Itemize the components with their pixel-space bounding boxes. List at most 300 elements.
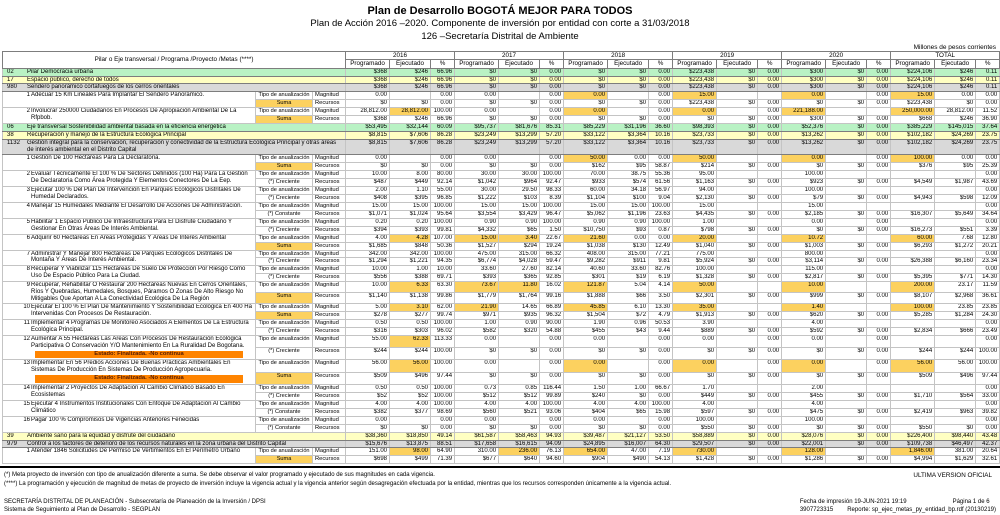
recursos-cell: $963 [935, 408, 976, 416]
magnitud-cell [826, 108, 867, 116]
tipo-anualizacion-label: Tipo de anualización [256, 282, 313, 293]
summary-cell: 0.11 [976, 84, 1000, 92]
summary-cell: 42.37 [976, 440, 1000, 448]
recursos-cell: $5,395 [891, 274, 935, 282]
magnitud-cell [826, 92, 867, 100]
recursos-cell: 6.19 [649, 274, 673, 282]
summary-cell: $300 [782, 84, 826, 92]
recursos-cell: 12.49 [649, 242, 673, 250]
meta-row [3, 155, 1000, 163]
recursos-cell: 69.71 [431, 274, 455, 282]
tipo-anualizacion-label: Tipo de anualización [256, 92, 313, 100]
recursos-cell: 0.00 [867, 328, 891, 336]
summary-cell: $300 [782, 68, 826, 76]
entity-title: 126 –Secretaría Distrital de Ambiente [421, 30, 579, 42]
meta-number: 12 [23, 335, 30, 342]
magnitud-cell: 0.00 [564, 416, 608, 424]
recursos-cell: $214 [673, 163, 717, 171]
recursos-cell: $1,428 [673, 456, 717, 464]
summary-cell: 88.51 [431, 440, 455, 448]
programa-code: 38 [7, 132, 14, 139]
meta-row [3, 170, 1000, 178]
recursos-cell: 0.00 [758, 392, 782, 400]
magnitud-cell: 0.00 [976, 170, 1000, 178]
magnitud-cell: 4.00 [673, 400, 717, 408]
magnitud-cell: 100.00 [431, 360, 455, 372]
recursos-cell: $455 [782, 392, 826, 400]
recursos-cell: 23.63 [649, 210, 673, 218]
column-header-programado: Programado [564, 60, 608, 68]
recursos-cell: 24.30 [976, 312, 1000, 320]
magnitud-cell: 4.14 [649, 282, 673, 293]
column-header-year-2017: 2017 [455, 51, 564, 59]
recursos-cell: 43.69 [976, 178, 1000, 186]
magnitud-cell [758, 155, 782, 163]
recursos-cell: $388 [390, 274, 431, 282]
recursos-cell: 0.00 [976, 424, 1000, 432]
recursos-label: Recursos [313, 424, 346, 432]
summary-cell: $223,438 [673, 68, 717, 76]
recursos-cell: 98.69 [431, 408, 455, 416]
magnitud-cell: 0.00 [976, 92, 1000, 100]
column-header-programado: Programado [782, 60, 826, 68]
summary-cell: $17,658 [455, 440, 499, 448]
column-header-programado: Programado [673, 60, 717, 68]
magnitud-cell [867, 304, 891, 312]
recursos-cell: 14.30 [976, 274, 1000, 282]
summary-cell: $98,393 [673, 124, 717, 132]
recursos-cell: $0 [717, 312, 758, 320]
summary-cell: $368 [346, 68, 390, 76]
recursos-cell: $0 [608, 372, 649, 384]
magnitud-label: Magnitud [313, 282, 346, 293]
meta-number: 7 [26, 250, 30, 257]
summary-cell: $102,182 [891, 132, 935, 140]
magnitud-cell: 100.00 [976, 360, 1000, 372]
magnitud-cell: 0.00 [608, 234, 649, 242]
recursos-cell: 0.00 [758, 424, 782, 432]
summary-cell: 0.00 [867, 84, 891, 92]
recursos-cell: 54.13 [649, 456, 673, 464]
magnitud-cell: 82.76 [649, 266, 673, 274]
recursos-cell: $1,779 [455, 293, 499, 304]
magnitud-cell: 0.00 [346, 416, 390, 424]
magnitud-cell [935, 170, 976, 178]
programa-row [3, 76, 1000, 84]
recursos-cell: $0 [717, 116, 758, 124]
tipo-anualizacion-value: Suma [256, 372, 313, 384]
meta-row [3, 304, 1000, 312]
summary-cell: $224,106 [891, 76, 935, 84]
recursos-cell: $490 [608, 456, 649, 464]
magnitud-cell: 0.00 [758, 108, 782, 116]
magnitud-cell [935, 186, 976, 194]
summary-cell: $0 [608, 68, 649, 76]
magnitud-cell [826, 202, 867, 210]
magnitud-cell: 151.00 [346, 448, 390, 456]
magnitud-cell [867, 320, 891, 328]
recursos-cell: 0.00 [758, 163, 782, 171]
magnitud-cell: 4.00 [499, 400, 540, 408]
summary-cell: $224,106 [891, 84, 935, 92]
magnitud-cell: 0.00 [649, 335, 673, 347]
magnitud-label: Magnitud [313, 384, 346, 392]
tipo-anualizacion-label: Tipo de anualización [256, 218, 313, 226]
recursos-cell: 0.00 [649, 424, 673, 432]
recursos-cell: $0 [717, 226, 758, 234]
magnitud-label: Magnitud [313, 250, 346, 258]
magnitud-cell: 475.00 [455, 250, 499, 258]
recursos-cell: $496 [390, 372, 431, 384]
recursos-label: Recursos [313, 194, 346, 202]
magnitud-cell: 0.00 [431, 92, 455, 100]
recursos-cell: 0.87 [649, 226, 673, 234]
magnitud-cell: 0.00 [976, 335, 1000, 347]
tipo-anualizacion-label: Tipo de anualización [256, 304, 313, 312]
recursos-cell: $3,554 [455, 210, 499, 218]
recursos-cell: 92.47 [540, 178, 564, 186]
recursos-cell: 0.00 [758, 258, 782, 266]
recursos-cell: $5,285 [891, 312, 935, 320]
magnitud-cell: 0.00 [935, 155, 976, 163]
magnitud-cell: 342.00 [390, 250, 431, 258]
magnitud-cell: 0.00 [935, 92, 976, 100]
recursos-cell: 20.21 [976, 242, 1000, 250]
magnitud-cell: 23.85 [976, 304, 1000, 312]
recursos-label: Recursos [313, 210, 346, 218]
magnitud-cell: 0.00 [431, 155, 455, 163]
recursos-cell: 25.39 [976, 163, 1000, 171]
recursos-cell: 92.14 [431, 178, 455, 186]
summary-cell: $28,076 [782, 432, 826, 440]
recursos-cell: 97.44 [431, 372, 455, 384]
magnitud-cell: 1.40 [782, 304, 826, 312]
recursos-cell: $0 [782, 100, 826, 108]
magnitud-cell: 775.00 [673, 250, 717, 258]
magnitud-cell [935, 400, 976, 408]
magnitud-cell: 116.44 [540, 384, 564, 392]
summary-cell: $368 [346, 84, 390, 92]
magnitud-cell: 50.00 [673, 155, 717, 163]
recursos-cell: 93.06 [540, 408, 564, 416]
recursos-cell: $0 [717, 293, 758, 304]
magnitud-cell [935, 266, 976, 274]
magnitud-cell: 236.00 [499, 448, 540, 456]
summary-cell: $33,122 [564, 140, 608, 155]
magnitud-cell: 0.00 [346, 155, 390, 163]
meta-row [3, 282, 1000, 293]
recursos-cell: $162 [564, 163, 608, 171]
magnitud-cell: 0.00 [431, 416, 455, 424]
recursos-cell: $1,328 [673, 274, 717, 282]
meta-description: 5Habilitar 1 Espacio Público De Infraestructura Para El Disfrute Ciudadano Y Gestionar En Otras Áreas De Interés Ambiental. [3, 218, 256, 234]
magnitud-cell: 63.30 [431, 282, 455, 293]
magnitud-cell: 100.00 [782, 416, 826, 424]
magnitud-cell [867, 186, 891, 194]
magnitud-cell: 0.00 [673, 335, 717, 347]
recursos-cell: 8.39 [540, 194, 564, 202]
recursos-cell: $551 [935, 226, 976, 234]
magnitud-cell [717, 448, 758, 456]
magnitud-cell: 29.50 [499, 186, 540, 194]
recursos-cell: $592 [782, 328, 826, 336]
recursos-cell: $933 [564, 178, 608, 186]
summary-cell: $98,440 [935, 432, 976, 440]
magnitud-cell: 38.75 [608, 170, 649, 178]
summary-cell: $22,001 [782, 440, 826, 448]
recursos-cell: $0 [608, 116, 649, 124]
magnitud-cell: 80.00 [431, 170, 455, 178]
column-header-description: Pilar o Eje transversal / Programa /Proyecto /Metas (****) [3, 51, 346, 68]
plan-table [2, 51, 1000, 464]
magnitud-cell: 0.00 [649, 155, 673, 163]
summary-cell: 23.75 [976, 140, 1000, 155]
recursos-cell: $223,438 [673, 100, 717, 108]
recursos-cell: $0 [673, 348, 717, 360]
recursos-cell: 0.00 [867, 392, 891, 400]
summary-cell: $0 [564, 68, 608, 76]
magnitud-cell: 100.00 [431, 202, 455, 210]
magnitud-cell [826, 218, 867, 226]
recursos-cell: $1,710 [891, 392, 935, 400]
recursos-cell: 15.98 [649, 408, 673, 416]
magnitud-cell: 0.00 [455, 92, 499, 100]
summary-cell: 0.00 [867, 440, 891, 448]
recursos-cell: $93 [608, 226, 649, 234]
summary-cell: $223,438 [673, 84, 717, 92]
summary-cell: $23,733 [673, 140, 717, 155]
magnitud-cell: 98.33 [540, 186, 564, 194]
magnitud-cell: 50.53 [649, 320, 673, 328]
magnitud-cell [826, 400, 867, 408]
summary-cell: $0 [564, 84, 608, 92]
report-header [0, 0, 1000, 43]
programa-description: 38 Recuperación y manejo de la Estructura Ecológica Principal [3, 132, 346, 140]
magnitud-label: Magnitud [313, 234, 346, 242]
magnitud-cell: 28,812.00 [390, 108, 431, 116]
magnitud-cell [826, 170, 867, 178]
recursos-cell: $100 [608, 194, 649, 202]
tipo-anualizacion-value: Suma [256, 312, 313, 320]
magnitud-cell [717, 186, 758, 194]
magnitud-cell [891, 416, 935, 424]
magnitud-cell: 100.00 [540, 202, 564, 210]
recursos-cell: 99.16 [540, 293, 564, 304]
recursos-cell: $5,062 [564, 210, 608, 218]
recursos-cell: $2,185 [782, 210, 826, 218]
summary-cell: $246 [935, 84, 976, 92]
recursos-cell: $0 [826, 194, 867, 202]
meta-description: 4Manejar 15 Humedales Mediante El Desarrollo De Acciones De Administración. [3, 202, 256, 218]
recursos-cell: 34.64 [976, 210, 1000, 218]
magnitud-cell [826, 384, 867, 392]
summary-cell: $246 [390, 76, 431, 84]
meta-number: 14 [23, 384, 30, 391]
summary-cell: $102,182 [891, 140, 935, 155]
magnitud-cell [758, 320, 782, 328]
summary-cell: 23.75 [976, 132, 1000, 140]
magnitud-cell: 1.10 [390, 186, 431, 194]
recursos-cell: $475 [782, 408, 826, 416]
recursos-cell: $0 [608, 392, 649, 400]
magnitud-cell: 28,812.00 [935, 108, 976, 116]
recursos-cell: $487 [346, 178, 390, 186]
summary-cell: 0.00 [867, 140, 891, 155]
magnitud-cell: 221,188.00 [782, 108, 826, 116]
proyecto-code: 980 [7, 84, 18, 91]
proyecto-description: 980 Sendero panorámico cortafuegos de los cerros orientales [3, 84, 346, 92]
recursos-cell: 58.87 [649, 163, 673, 171]
programa-row [3, 132, 1000, 140]
meta-description: 3Ejecutar 100 % Del Plan De Intervención En Parques Ecológicos Distritales De Humedal Declarados. [3, 186, 256, 202]
summary-cell: $3,364 [608, 132, 649, 140]
recursos-cell: $0 [935, 100, 976, 108]
summary-cell: 85.31 [540, 124, 564, 132]
magnitud-cell: 62.33 [390, 335, 431, 347]
recursos-cell: $0 [826, 163, 867, 171]
recursos-cell: $79 [782, 194, 826, 202]
meta-row [3, 360, 1000, 372]
recursos-cell: $0 [455, 372, 499, 384]
magnitud-label: Magnitud [313, 448, 346, 456]
magnitud-cell [867, 384, 891, 392]
recursos-cell: $0 [826, 408, 867, 416]
magnitud-cell: 15.00 [673, 92, 717, 100]
recursos-cell: 0.00 [758, 408, 782, 416]
recursos-cell: $320 [499, 328, 540, 336]
recursos-cell: 9.04 [649, 194, 673, 202]
magnitud-cell: 33.60 [608, 266, 649, 274]
magnitud-cell [867, 250, 891, 258]
magnitud-cell: 4.00 [782, 400, 826, 408]
recursos-cell: 0.00 [867, 194, 891, 202]
pilar-description: 06 Eje transversal Sostenibilidad ambiental basada en la eficiencia energética [3, 124, 346, 132]
magnitud-cell [758, 266, 782, 274]
magnitud-cell: 128.00 [782, 448, 826, 456]
magnitud-cell: 15.00 [499, 202, 540, 210]
recursos-cell: 0.00 [867, 312, 891, 320]
summary-cell: 66.96 [431, 84, 455, 92]
serial-number: 3907723315 [799, 507, 834, 514]
summary-cell: 49.14 [431, 432, 455, 440]
recursos-cell: $0 [564, 424, 608, 432]
summary-cell: $0 [455, 84, 499, 92]
recursos-cell: $404 [564, 408, 608, 416]
recursos-cell: $303 [390, 328, 431, 336]
recursos-cell: 0.00 [649, 372, 673, 384]
magnitud-cell [499, 92, 540, 100]
magnitud-cell: 1.50 [564, 384, 608, 392]
magnitud-cell: 0.00 [455, 335, 499, 347]
meta-description: 2Evaluar Técnicamente El 100 % De Sectores Definidos (100 Ha) Para La Gestión De Declaratoria Como Área Protegida Y Elementos Conectores De La Eep. [3, 170, 256, 186]
recursos-label: Recursos [313, 293, 346, 304]
magnitud-cell [826, 282, 867, 293]
summary-cell: $23,249 [455, 140, 499, 155]
recursos-cell: $0 [717, 456, 758, 464]
magnitud-cell [826, 335, 867, 347]
recursos-cell: $246 [935, 116, 976, 124]
magnitud-cell: 0.00 [649, 360, 673, 372]
recursos-cell: $0 [717, 348, 758, 360]
magnitud-cell: 40.60 [564, 266, 608, 274]
magnitud-cell: 0.00 [346, 92, 390, 100]
summary-cell: $0 [499, 84, 540, 92]
recursos-cell: $1,504 [564, 312, 608, 320]
recursos-cell: 0.00 [867, 226, 891, 234]
magnitud-cell: 15.00 [891, 92, 935, 100]
magnitud-cell: 70.00 [564, 170, 608, 178]
recursos-cell: 0.00 [649, 116, 673, 124]
tipo-anualizacion-label: Tipo de anualización [256, 384, 313, 392]
magnitud-cell [758, 92, 782, 100]
magnitud-cell [935, 384, 976, 392]
tipo-anualizacion-label: Tipo de anualización [256, 250, 313, 258]
recursos-cell: $0 [499, 163, 540, 171]
recursos-cell: $0 [717, 328, 758, 336]
magnitud-label: Magnitud [313, 92, 346, 100]
magnitud-cell: 12.80 [976, 234, 1000, 242]
recursos-cell: 0.00 [540, 163, 564, 171]
recursos-label: Recursos [313, 258, 346, 266]
magnitud-cell [608, 92, 649, 100]
recursos-cell: $0 [935, 424, 976, 432]
recursos-cell: $597 [673, 408, 717, 416]
recursos-cell: $2,834 [891, 328, 935, 336]
summary-cell: $224,106 [891, 68, 935, 76]
recursos-cell: 71.39 [431, 456, 455, 464]
summary-cell: 0.00 [540, 76, 564, 84]
recursos-cell: $0 [608, 424, 649, 432]
recursos-cell: 3.39 [976, 226, 1000, 234]
recursos-cell: $16,307 [891, 210, 935, 218]
recursos-cell: $0 [826, 226, 867, 234]
magnitud-cell: 0.00 [976, 186, 1000, 194]
magnitud-cell [935, 250, 976, 258]
recursos-cell: $1,024 [390, 210, 431, 218]
summary-cell: 0.00 [758, 68, 782, 76]
magnitud-cell: 35.00 [673, 304, 717, 312]
magnitud-cell: 310.00 [455, 448, 499, 456]
summary-cell: $226,400 [891, 432, 935, 440]
proyecto-row [3, 440, 1000, 448]
summary-cell: $0 [455, 68, 499, 76]
magnitud-cell: 0.00 [758, 360, 782, 372]
tipo-anualizacion-label: Tipo de anualización [256, 202, 313, 210]
recursos-cell: 61.56 [649, 178, 673, 186]
recursos-cell: $65 [608, 408, 649, 416]
recursos-cell: $223,438 [891, 100, 935, 108]
summary-cell: $0 [499, 76, 540, 84]
summary-cell: $8,815 [346, 140, 390, 155]
recursos-cell: $935 [499, 312, 540, 320]
magnitud-cell: 55.36 [649, 170, 673, 178]
recursos-cell: $1,038 [564, 242, 608, 250]
magnitud-cell: 0.00 [649, 234, 673, 242]
summary-cell: $31,196 [608, 124, 649, 132]
magnitud-cell: 0.00 [976, 155, 1000, 163]
magnitud-cell: 0.00 [649, 108, 673, 116]
recursos-cell: 0.00 [867, 274, 891, 282]
page-number: Página 1 de 6 [952, 498, 990, 505]
magnitud-cell: 30.00 [499, 170, 540, 178]
summary-cell: 86.28 [431, 132, 455, 140]
magnitud-cell [891, 170, 935, 178]
footnote-four-asterisks: (****) La programación y ejecución de magnitud de metas de proyecto de inversión incluye la vigencia actual y la vigencia anterior según desagregación efectuada por la entidad, mientras que los recursos corresponden únicamente a la vigencia actual. [4, 481, 672, 488]
meta-description: 2Involucrar 250000 Ciudadanos En Procesos De Apropiación Ambiental De La Rfpbob. [3, 108, 256, 124]
summary-cell: 57.20 [540, 132, 564, 140]
recursos-cell: $1,294 [346, 258, 390, 266]
magnitud-cell: 0.00 [564, 360, 608, 372]
